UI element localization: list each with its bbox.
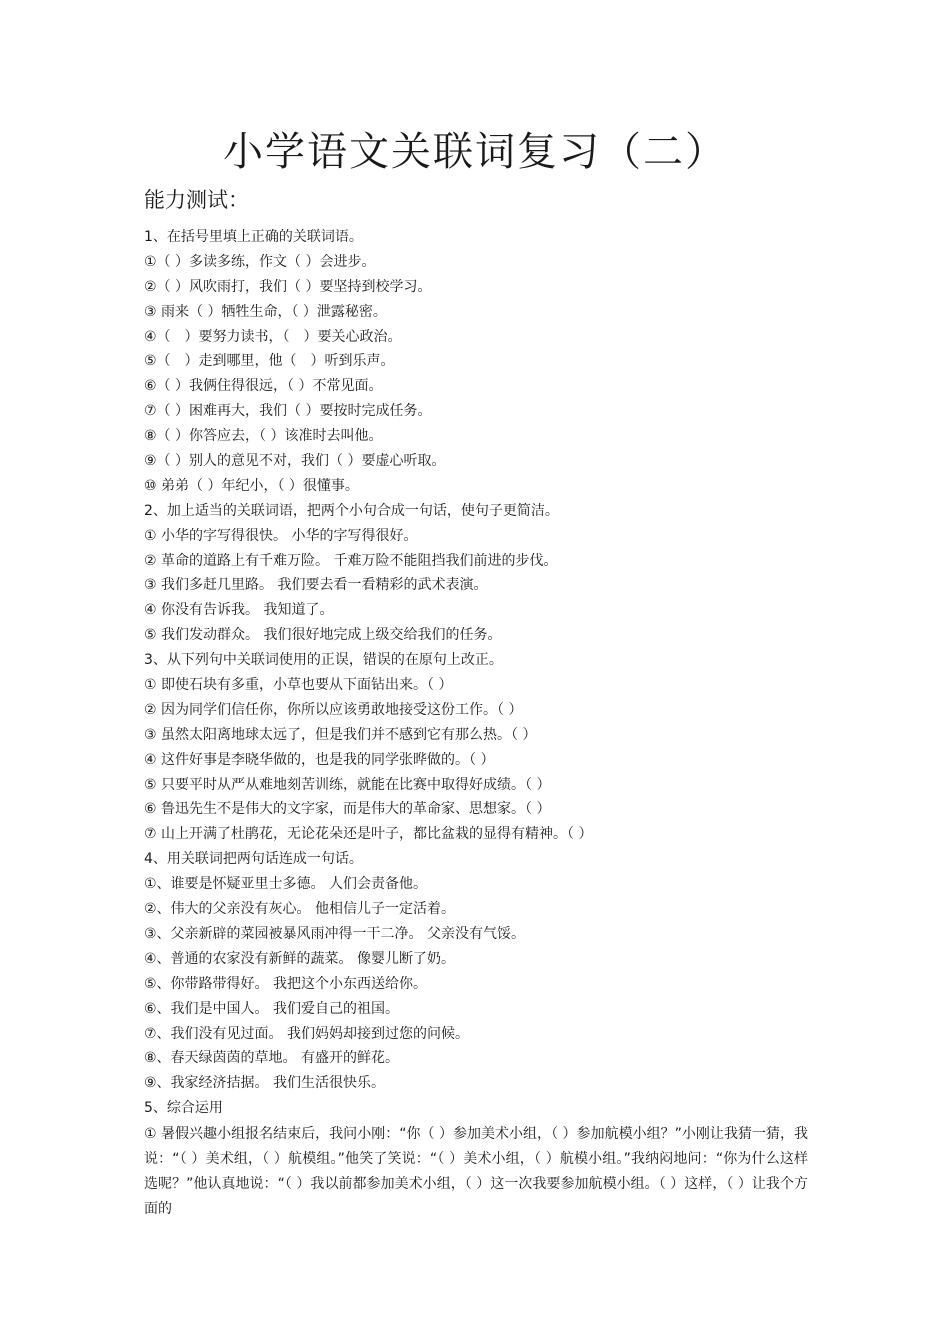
exercise-line: ⑤（ ）走到哪里，他（ ）听到乐声。 [144,353,395,370]
exercise-line: ⑦（ ）困难再大，我们（ ）要按时完成任务。 [144,403,432,420]
exercise-line: 3、从下列句中关联词使用的正误，错误的在原句上改正。 [144,652,503,669]
exercise-line: ⑩ 弟弟（ ）年纪小，（ ）很懂事。 [144,477,359,494]
exercise-line: ① 即使石块有多重，小草也要从下面钻出来。（ ） [144,677,453,694]
exercise-paragraph: ① 暑假兴趣小组报名结束后，我问小刚：“你（ ）参加美术小组，（ ）参加航模小组？”小刚让我猜一猜，我说：“（ ）美术组，（ ）航模组。”他笑了笑说：“（ ）美术小组，（ ）航模小组。”我纳闷地问：“你为什么这样选呢？”他认真地说：“（ ）我以前都参加美术小组，（ ）这一次我要参加航模小组。（ ）这样，（ ）让我个方面的 [144,1126,808,1217]
exercise-line: ①（ ）多读多练，作文（ ）会进步。 [144,253,376,270]
exercise-line: 1、在括号里填上正确的关联词语。 [144,229,363,245]
exercise-line: ⑥、我们是中国人。 我们爱自己的祖国。 [144,1000,399,1017]
exercise-line: 4、用关联词把两句话连成一句话。 [144,851,363,868]
page-title: 小学语文关联词复习（二） [223,129,727,175]
exercise-line: ⑦ 山上开满了杜鹃花，无论花朵还是叶子，都比盆栽的显得有精神。（ ） [144,826,593,843]
exercise-line: ⑤ 只要平时从严从难地刻苦训练，就能在比赛中取得好成绩。（ ） [144,776,551,793]
exercise-line: ⑦、我们没有见过面。 我们妈妈却接到过您的问候。 [144,1025,469,1042]
exercise-lines [144,225,810,1121]
exercise-line: ② 革命的道路上有千难万险。 千难万险不能阻挡我们前进的步伐。 [144,552,558,569]
exercise-line: ⑨（ ）别人的意见不对，我们（ ）要虚心听取。 [144,453,446,470]
exercise-line: ②、伟大的父亲没有灰心。 他相信儿子一定活着。 [144,901,455,918]
exercise-line: ⑨、我家经济拮据。 我们生活很快乐。 [144,1075,385,1092]
exercise-line: ④、普通的农家没有新鲜的蔬菜。 像婴儿断了奶。 [144,950,455,967]
exercise-line: ④（ ）要努力读书，（ ）要关心政治。 [144,328,402,345]
exercise-line: ① 小华的字写得很快。 小华的字写得很好。 [144,527,418,544]
exercise-line: 2、加上适当的关联词语，把两个小句合成一句话，使句子更简洁。 [144,502,559,519]
exercise-line: ③ 虽然太阳离地球太远了，但是我们并不感到它有那么热。（ ） [144,726,537,743]
exercise-line: 5、综合运用 [144,1100,223,1117]
exercise-line: ⑥（ ）我俩住得很远，（ ）不常见面。 [144,378,383,395]
exercise-line: ④ 你没有告诉我。 我知道了。 [144,602,334,619]
exercise-line: ③ 雨来（ ）牺牲生命，（ ）泄露秘密。 [144,303,387,320]
exercise-line: ⑤、你带路带得好。 我把这个小东西送给你。 [144,975,427,992]
exercise-line: ③、父亲新辟的菜园被暴风雨冲得一干二净。 父亲没有气馁。 [144,925,525,942]
exercise-line: ②（ ）风吹雨打，我们（ ）要坚持到校学习。 [144,278,432,295]
exercise-line: ⑧、春天绿茵茵的草地。 有盛开的鲜花。 [144,1050,399,1067]
exercise-line: ①、谁要是怀疑亚里士多德。 人们会责备他。 [144,876,427,893]
exercise-line: ③ 我们多赶几里路。 我们要去看一看精彩的武术表演。 [144,577,488,594]
section-heading: 能力测试： [144,188,249,212]
exercise-line: ④ 这件好事是李晓华做的，也是我的同学张晔做的。（ ） [144,751,495,768]
exercise-line: ⑥ 鲁迅先生不是伟大的文字家，而是伟大的革命家、思想家。（ ） [144,801,551,818]
exercise-line: ⑤ 我们发动群众。 我们很好地完成上级交给我们的任务。 [144,627,502,644]
exercise-line: ⑧（ ）你答应去，（ ）该准时去叫他。 [144,428,383,445]
exercise-line: ② 因为同学们信任你，你所以应该勇敢地接受这份工作。（ ） [144,701,523,718]
